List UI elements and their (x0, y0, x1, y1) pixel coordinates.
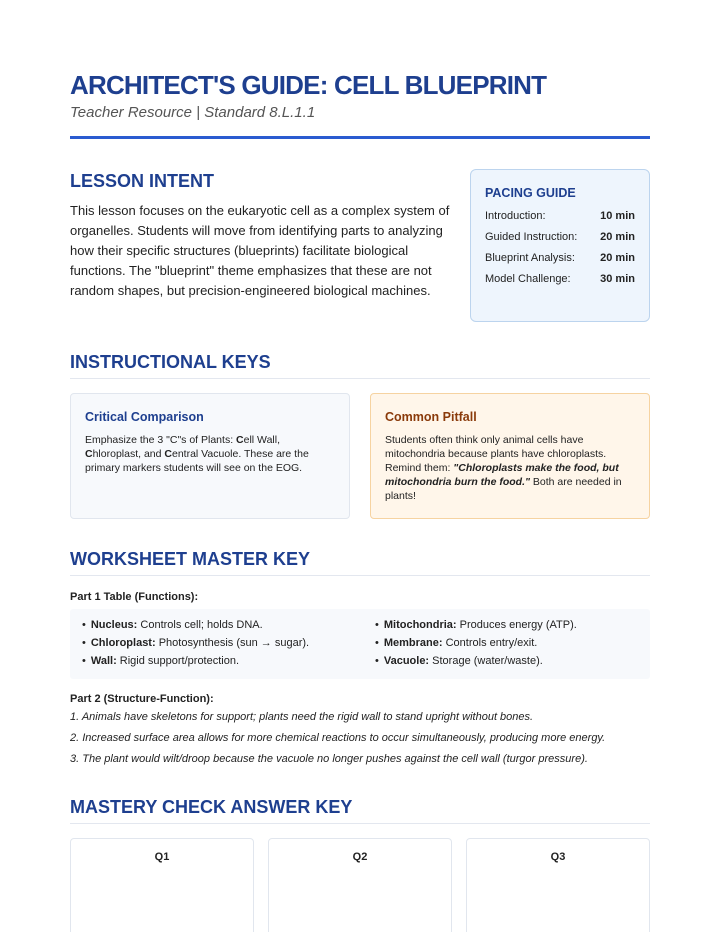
section-divider (70, 575, 650, 576)
list-item: • Nucleus: Controls cell; holds DNA. (82, 619, 263, 631)
list-item: • Mitochondria: Produces energy (ATP). (375, 619, 577, 631)
pacing-guide-box (470, 169, 650, 322)
title-divider (70, 136, 650, 139)
pacing-value: 10 min (600, 210, 635, 222)
mastery-check-heading: MASTERY CHECK ANSWER KEY (70, 797, 353, 817)
list-item: • Chloroplast: Photosynthesis (sun → sugar). (82, 637, 310, 649)
question-card-q1 (70, 838, 254, 932)
question-card-q3 (466, 838, 650, 932)
question-label: Q3 (550, 851, 566, 863)
pacing-value: 20 min (600, 231, 635, 243)
pacing-label: Blueprint Analysis: (485, 252, 575, 264)
page-title: ARCHITECT'S GUIDE: CELL BLUEPRINT (70, 70, 547, 100)
page-subtitle: Teacher Resource | Standard 8.L.1.1 (70, 104, 316, 121)
instructional-keys-heading: INSTRUCTIONAL KEYS (70, 352, 271, 372)
critical-comparison-title: Critical Comparison (85, 410, 204, 424)
list-item: • Vacuole: Storage (water/waste). (375, 655, 543, 667)
critical-comparison-text: Emphasize the 3 "C"s of Plants: Cell Wall, Chloroplast, and Central Vacuole. These are the primary markers students will see on the EOG. (85, 434, 309, 474)
section-divider (70, 378, 650, 379)
lesson-intent-text: This lesson focuses on the eukaryotic cell as a complex system of organelles. Students will move from identifying parts to analyzing how their specific structures (blueprints) facilitate biological functions. The "blueprint" theme emphasizes that these are not random shapes, but precision-engineered biological machines. (70, 203, 450, 298)
pacing-value: 20 min (600, 252, 635, 264)
section-divider (70, 823, 650, 824)
pacing-guide-title: PACING GUIDE (485, 186, 576, 200)
question-label: Q2 (352, 851, 368, 863)
question-card-q2 (268, 838, 452, 932)
common-pitfall-card (370, 393, 650, 519)
part1-label: Part 1 Table (Functions): (70, 591, 199, 603)
critical-comparison-card (70, 393, 350, 519)
common-pitfall-text: Students often think only animal cells have mitochondria because plants have chloroplasts. Remind them: "Chloroplasts make the food, but mitochondria burn the food." Both are needed in plants! (385, 434, 622, 502)
answer-line: 2. Increased surface area allows for more chemical reactions to occur simultaneously, producing more energy. (70, 732, 606, 744)
pacing-label: Guided Instruction: (485, 231, 578, 243)
list-item: • Wall: Rigid support/protection. (82, 655, 240, 667)
answer-line: 1. Animals have skeletons for support; plants need the rigid wall to stand upright without bones. (70, 711, 534, 723)
pacing-label: Model Challenge: (485, 273, 571, 285)
part2-label: Part 2 (Structure-Function): (70, 693, 214, 705)
pacing-label: Introduction: (485, 210, 546, 222)
list-item: • Membrane: Controls entry/exit. (375, 637, 538, 649)
lesson-intent-heading: LESSON INTENT (70, 171, 215, 191)
teacher-guide-page (70, 0, 650, 932)
worksheet-key-heading: WORKSHEET MASTER KEY (70, 549, 311, 569)
answer-line: 3. The plant would wilt/droop because the vacuole no longer pushes against the cell wall (turgor pressure). (70, 753, 588, 765)
question-label: Q1 (154, 851, 170, 863)
pacing-value: 30 min (600, 273, 635, 285)
common-pitfall-title: Common Pitfall (385, 410, 477, 424)
functions-list (70, 609, 650, 679)
